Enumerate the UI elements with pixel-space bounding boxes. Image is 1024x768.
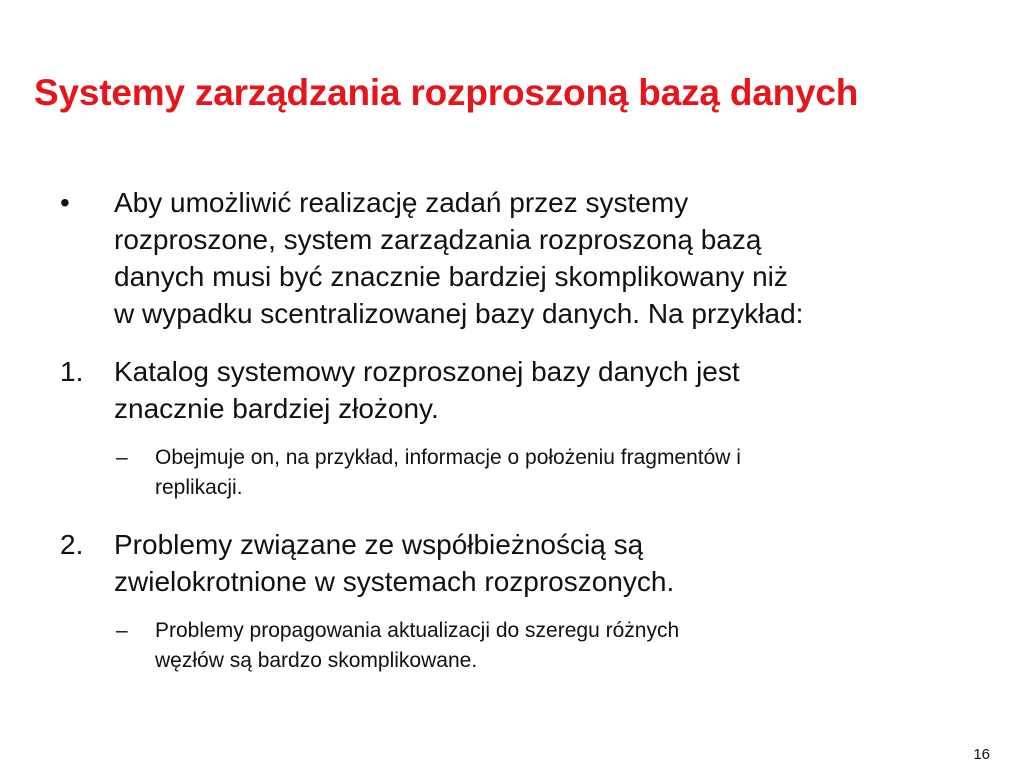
page-number: 16 <box>973 746 990 763</box>
text-line: Problemy związane ze współbieżnością są <box>114 529 644 560</box>
dash-marker: – <box>116 446 128 469</box>
text-line: węzłów są bardzo skomplikowane. <box>155 649 478 672</box>
number-marker: 2. <box>60 529 84 560</box>
text-line: Obejmuje on, na przykład, informacje o położeniu fragmentów i <box>155 446 741 469</box>
sub-text <box>155 616 995 676</box>
text-line: replikacji. <box>155 476 243 499</box>
dash-marker: – <box>116 619 128 642</box>
text-line: danych musi być znacznie bardziej skomplikowany niż <box>114 261 788 292</box>
sub-text <box>155 443 995 503</box>
text-line: Aby umożliwić realizację zadań przez systemy <box>114 187 689 218</box>
number-marker: 1. <box>60 356 84 387</box>
text-line: zwielokrotnione w systemach rozproszonych. <box>114 566 675 597</box>
slide-title: Systemy zarządzania rozproszoną bazą danych <box>34 72 859 113</box>
bullet-text <box>114 184 984 332</box>
text-line: w wypadku scentralizowanej bazy danych. Na przykład: <box>114 298 804 329</box>
text-line: Problemy propagowania aktualizacji do szeregu różnych <box>155 619 680 642</box>
text-line: rozproszone, system zarządzania rozproszoną bazą <box>114 224 762 255</box>
numbered-text <box>114 526 984 600</box>
numbered-text <box>114 353 984 427</box>
bullet-marker: • <box>60 187 70 218</box>
text-line: Katalog systemowy rozproszonej bazy danych jest <box>114 356 740 387</box>
text-line: znacznie bardziej złożony. <box>114 393 439 424</box>
